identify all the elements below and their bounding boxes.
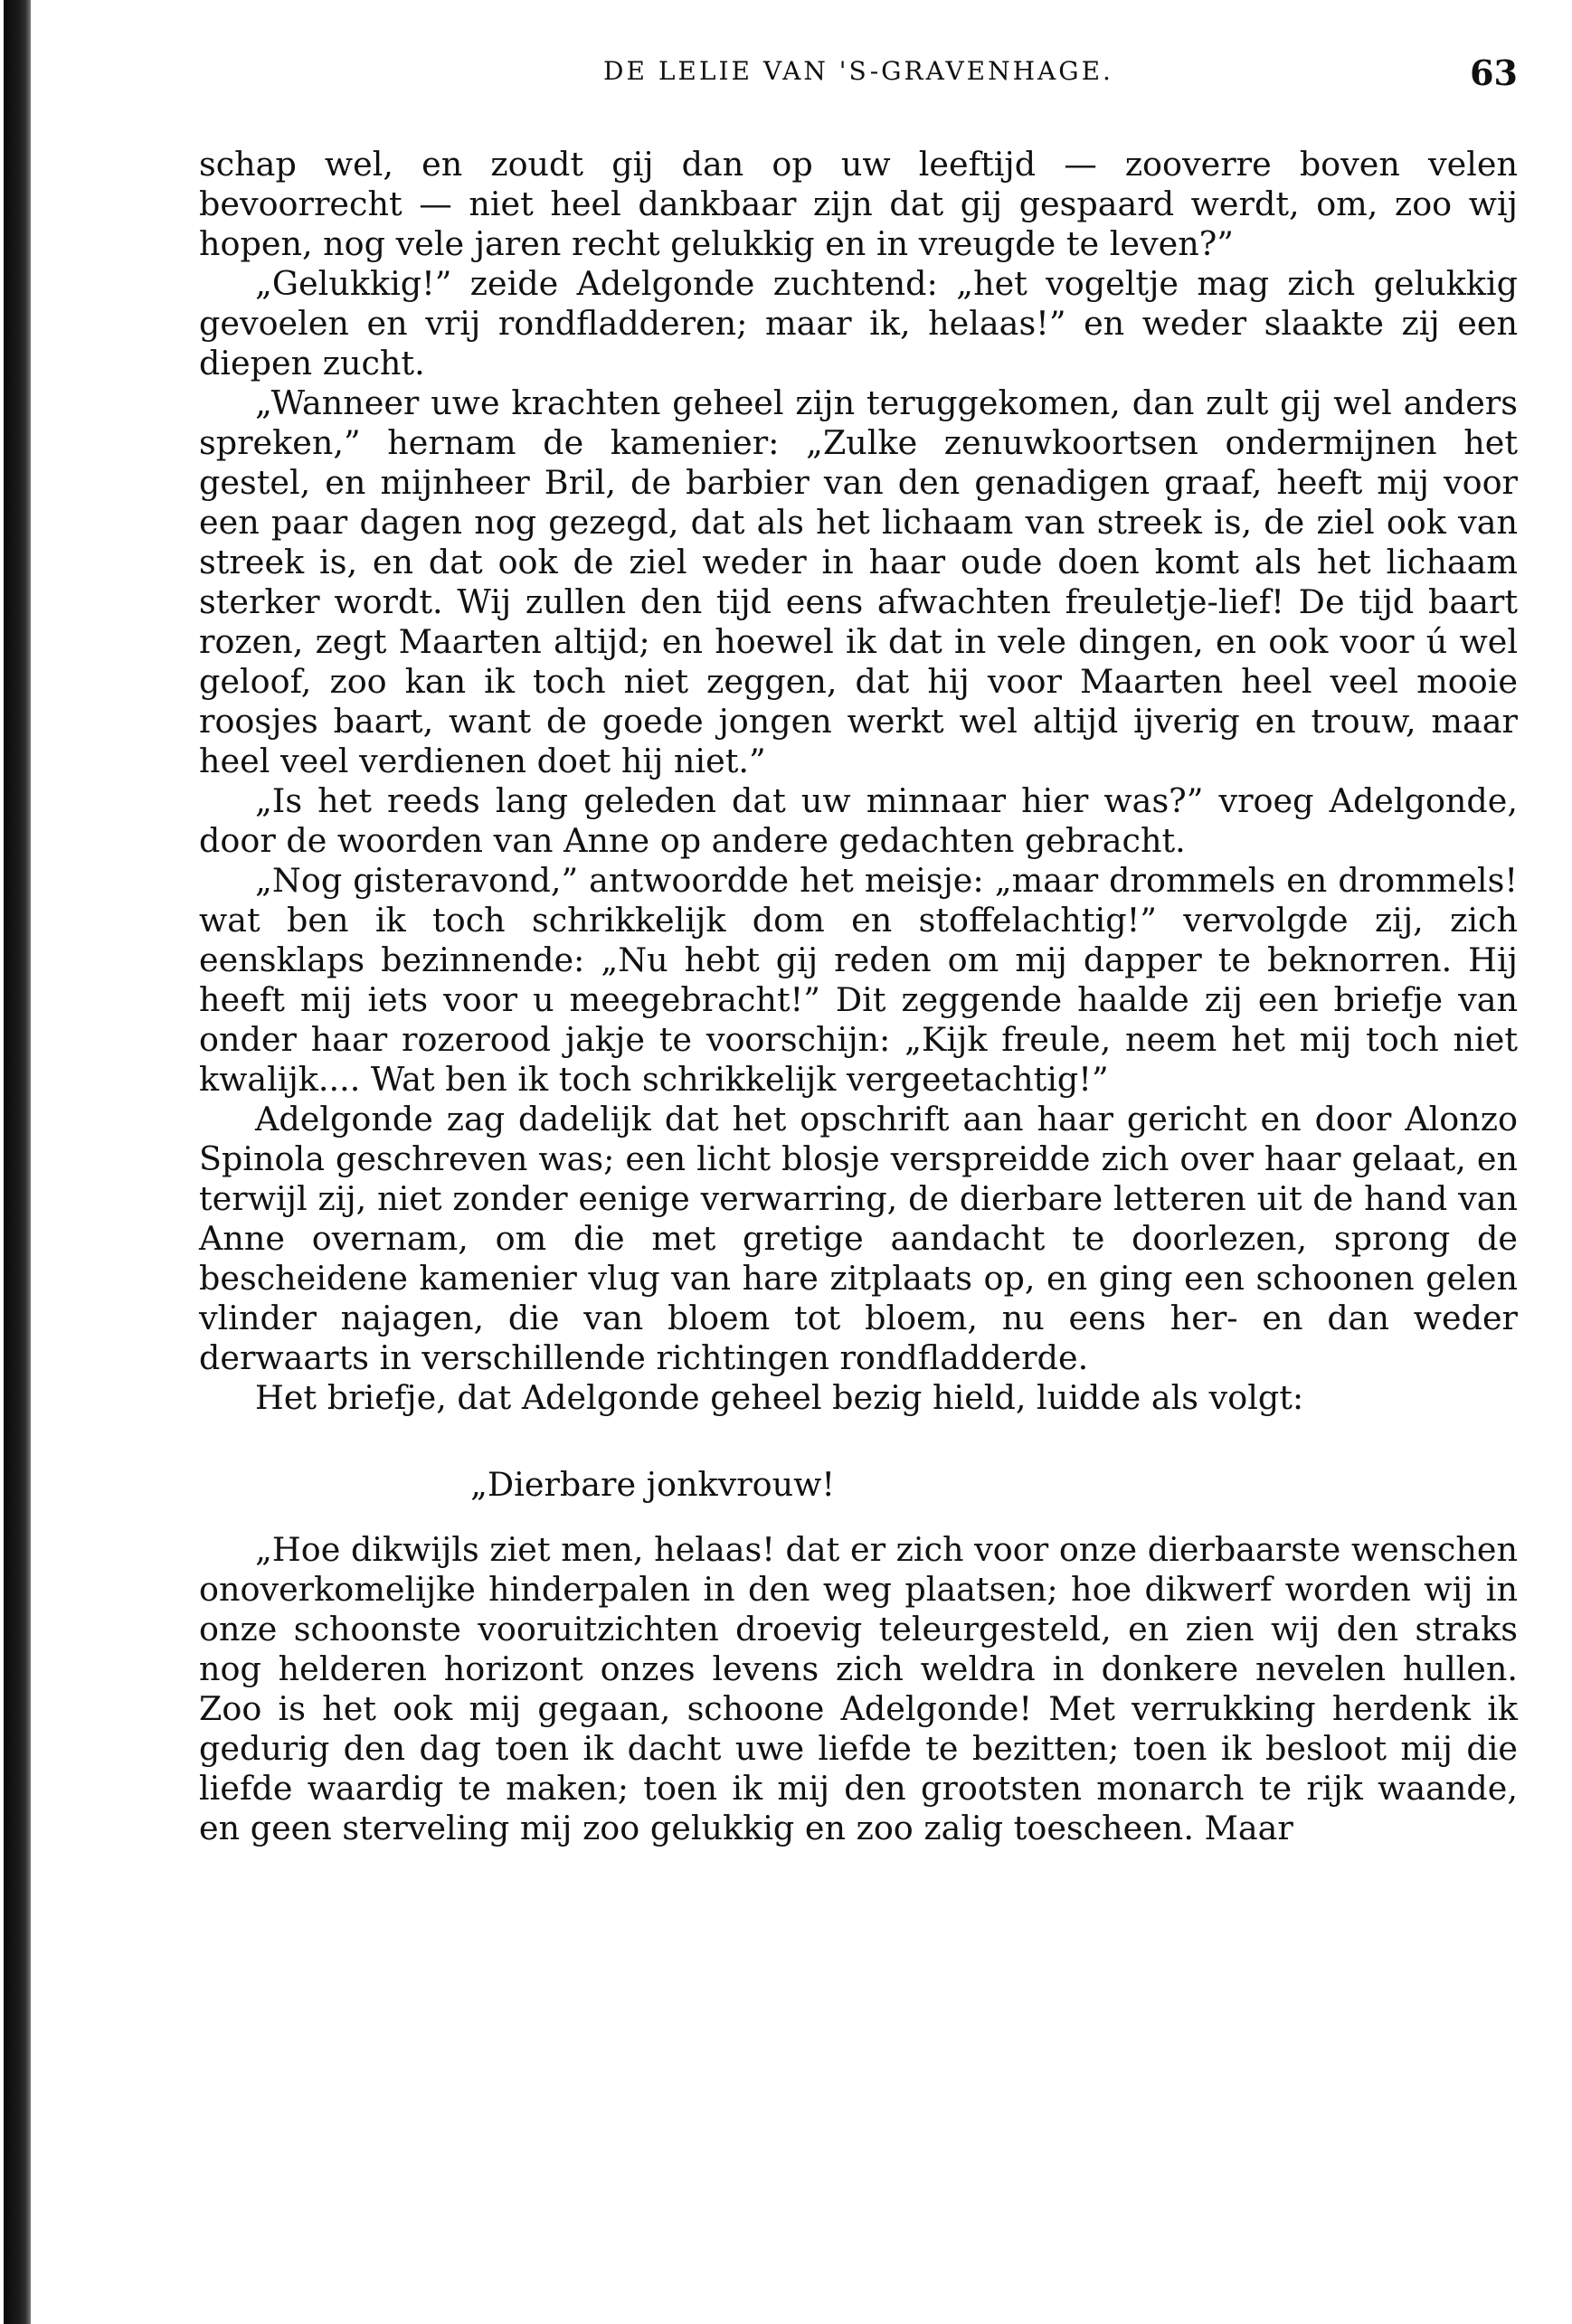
letter-salutation: „Dierbare jonkvrouw! — [470, 1465, 836, 1504]
paragraph: Adelgonde zag dadelijk dat het opschrift aan haar gericht en door Alonzo Spinola geschreven was; een licht blosje verspreidde zich over haar gelaat, en terwijl zij, niet zonder eenige verwarring, de dierbare letteren uit de hand van Anne overnam, om die met gretige aandacht te doorlezen, sprong de bescheidene kamenier vlug van hare zitplaats op, en ging een schoonen gelen vlinder najagen, die van bloem tot bloem, nu eens her- en dan weder derwaarts in verschillende richtingen rondfladderde. — [199, 1100, 1518, 1377]
page-body — [199, 145, 1518, 1848]
page-number: 63 — [1470, 52, 1518, 93]
binding-shadow — [4, 0, 31, 2324]
scan-binding-edge — [0, 0, 42, 2324]
paragraph: „Gelukkig!” zeide Adelgonde zuchtend: „het vogeltje mag zich gelukkig gevoelen en vrij rondfladderen; maar ik, helaas!” en weder slaakte zij een diepen zucht. — [199, 264, 1518, 383]
paragraph: „Nog gisteravond,” antwoordde het meisje: „maar drommels en drommels! wat ben ik toch schrikkelijk dom en stoffelachtig!” vervolgde zij, zich eensklaps bezinnende: „Nu hebt gij reden om mij dapper te beknorren. Hij heeft mij iets voor u meegebracht!” Dit zeggende haalde zij een briefje van onder haar rozerood jakje te voorschijn: „Kijk freule, neem het mij toch niet kwalijk.... Wat ben ik toch schrikkelijk vergeetachtig!” — [199, 861, 1518, 1099]
paragraph: „Is het reeds lang geleden dat uw minnaar hier was?” vroeg Adelgonde, door de woorden van Anne op andere gedachten gebracht. — [199, 781, 1518, 860]
letter-paragraph: „Hoe dikwijls ziet men, helaas! dat er zich voor onze dierbaarste wenschen onoverkomelijke hinderpalen in den weg plaatsen; hoe dikwerf worden wij in onze schoonste vooruitzichten droevig teleurgesteld, en zien wij den straks nog helderen horizont onzes levens zich weldra in donkere nevelen hullen. Zoo is het ook mij gegaan, schoone Adelgonde! Met verrukking herdenk ik gedurig den dag toen ik dacht uwe liefde te bezitten; toen ik besloot mij die liefde waardig te maken; toen ik mij den grootsten monarch te rijk waande, en geen sterveling mij zoo gelukkig en zoo zalig toescheen. Maar — [199, 1530, 1518, 1847]
paragraph: Het briefje, dat Adelgonde geheel bezig hield, luidde als volgt: — [255, 1378, 1304, 1417]
running-title: DE LELIE VAN 'S-GRAVENHAGE. — [603, 56, 1113, 86]
running-header — [199, 52, 1518, 110]
paragraph: „Wanneer uwe krachten geheel zijn teruggekomen, dan zult gij wel anders spreken,” hernam de kamenier: „Zulke zenuwkoortsen ondermijnen het gestel, en mijnheer Bril, de barbier van den genadigen graaf, heeft mij voor een paar dagen nog gezegd, dat als het lichaam van streek is, de ziel ook van streek is, en dat ook de ziel weder in haar oude doen komt als het lichaam sterker wordt. Wij zullen den tijd eens afwachten freuletje-lief! De tijd baart rozen, zegt Maarten altijd; en hoewel ik dat in vele dingen, en ook voor ú wel geloof, zoo kan ik toch niet zeggen, dat hij voor Maarten heel veel mooie roosjes baart, want de goede jongen werkt wel altijd ijverig en trouw, maar heel veel verdienen doet hij niet.” — [199, 383, 1518, 780]
paragraph: schap wel, en zoudt gij dan op uw leeftijd — zooverre boven velen bevoorrecht — niet heel dankbaar zijn dat gij gespaard werdt, om, zoo wij hopen, nog vele jaren recht gelukkig en in vreugde te leven?” — [199, 145, 1518, 263]
